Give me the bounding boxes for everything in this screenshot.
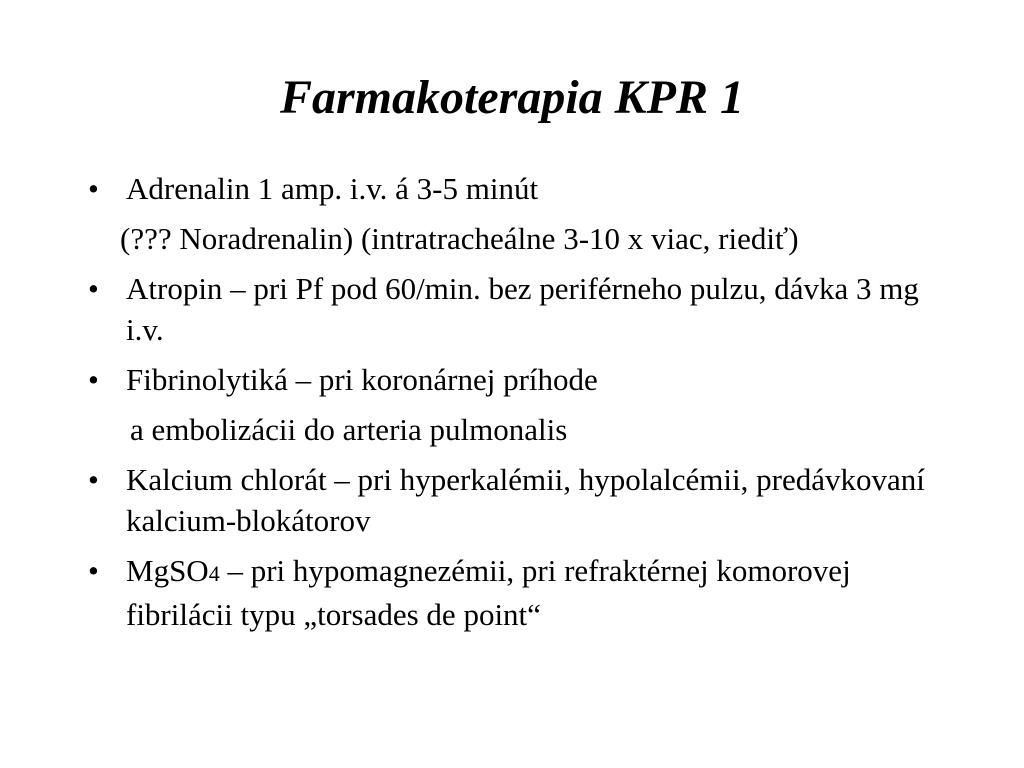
bullet-dot-icon: • xyxy=(88,462,99,497)
bullet-item-adrenalin xyxy=(84,168,964,209)
bullet-text: Kalcium chlorát – pri hyperkalémii, hypolalcémii, predávkovaní kalcium-blokátorov xyxy=(126,462,925,538)
mgso-suffix: – pri hypomagnezémii, pri refraktérnej komorovej fibrilácii typu „torsades de point“ xyxy=(126,553,851,632)
mgso-subscript: 4 xyxy=(208,561,220,586)
bullet-dot-icon: • xyxy=(88,362,99,397)
slide-title: Farmakoterapia KPR 1 xyxy=(279,71,745,124)
bullet-item-kalcium xyxy=(84,459,964,541)
bullet-note-noradrenalin: (??? Noradrenalin) (intratracheálne 3-10 x viac, riediť) xyxy=(120,221,799,256)
bullet-item-fibrinolytika xyxy=(84,359,964,400)
bullet-continuation-embolizacia: a embolizácii do arteria pulmonalis xyxy=(130,412,568,447)
bullet-text xyxy=(126,553,851,632)
bullet-item-mgso4 xyxy=(84,550,964,635)
bullet-text: Atropin – pri Pf pod 60/min. bez periférneho pulzu, dávka 3 mg i.v. xyxy=(126,271,919,347)
bullet-item-atropin xyxy=(84,268,964,350)
bullet-text: Fibrinolytiká – pri koronárnej príhode xyxy=(126,362,598,397)
bullet-dot-icon: • xyxy=(88,271,99,306)
bullet-dot-icon: • xyxy=(88,171,99,206)
bullet-list xyxy=(84,168,964,635)
mgso-prefix: MgSO xyxy=(126,553,209,588)
bullet-text: Adrenalin 1 amp. i.v. á 3-5 minút xyxy=(126,171,539,206)
bullet-dot-icon: • xyxy=(88,553,99,588)
